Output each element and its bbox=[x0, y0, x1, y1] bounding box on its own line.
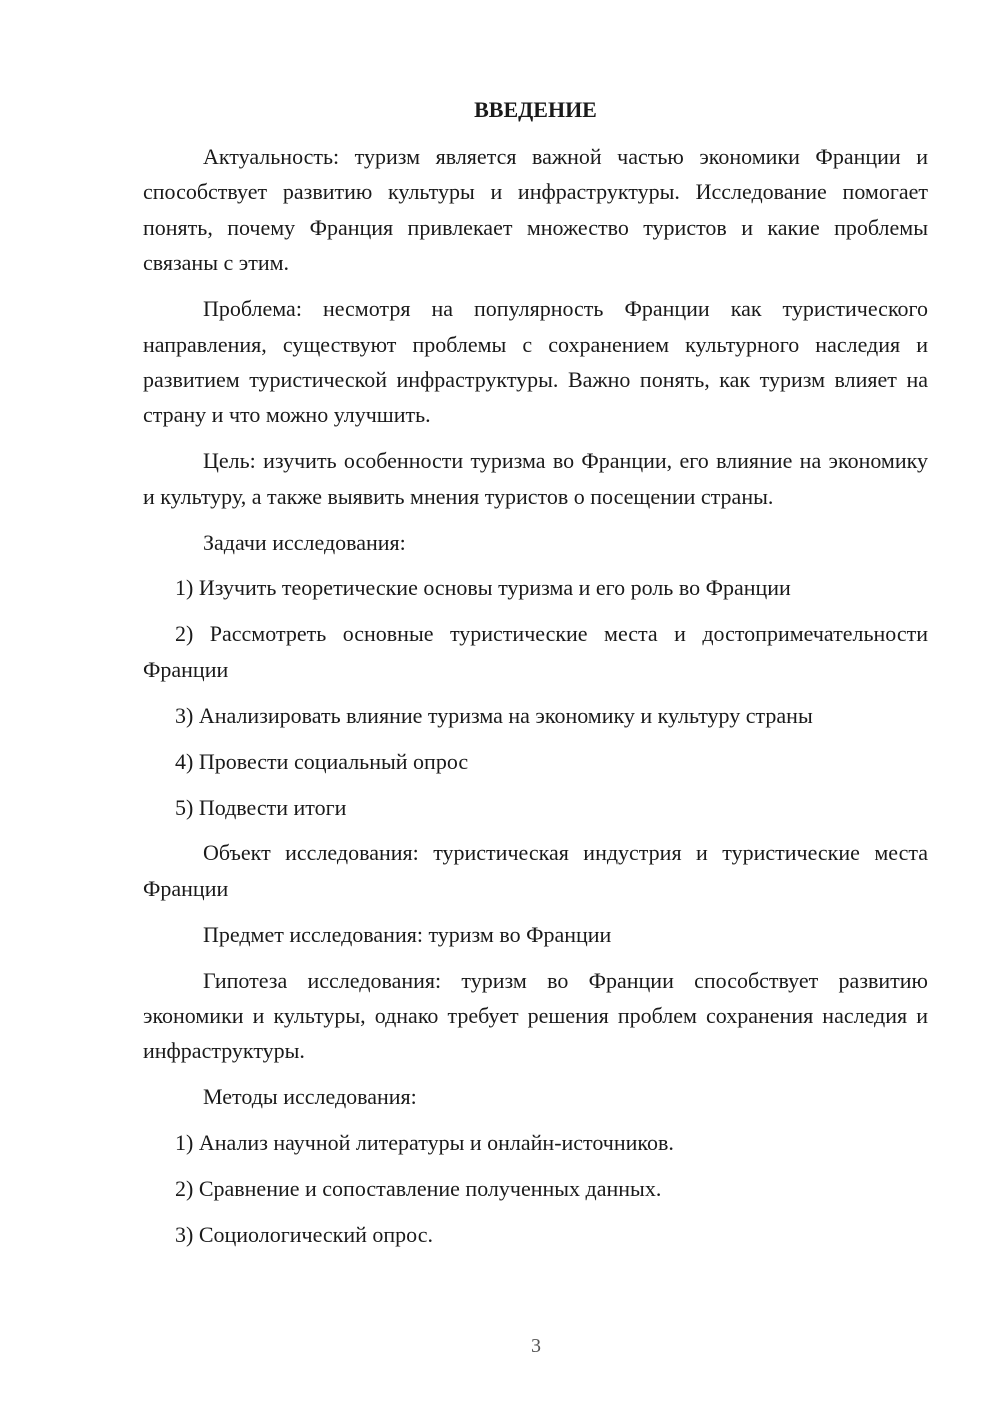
methods-label: Методы исследования: bbox=[203, 1084, 417, 1110]
paragraph-object: Объект исследования: туристическая индустрия и туристические места Франции bbox=[143, 840, 928, 901]
page-number: 3 bbox=[531, 1335, 541, 1357]
task-item: 3) Анализировать влияние туризма на экономику и культуру страны bbox=[175, 702, 813, 728]
page-content bbox=[143, 92, 928, 1263]
paragraph-goal: Цель: изучить особенности туризма во Франции, его влияние на экономику и культуру, а также выявить мнения туристов о посещении страны. bbox=[143, 448, 928, 509]
task-item: 5) Подвести итоги bbox=[175, 794, 347, 820]
method-item: 1) Анализ научной литературы и онлайн-источников. bbox=[175, 1130, 674, 1156]
method-item: 2) Сравнение и сопоставление полученных данных. bbox=[175, 1176, 662, 1202]
paragraph-hypothesis: Гипотеза исследования: туризм во Франции способствует развитию экономики и культуры, однако требует решения проблем сохранения наследия и инфраструктуры. bbox=[143, 967, 928, 1064]
task-item: 1) Изучить теоретические основы туризма и его роль во Франции bbox=[175, 575, 791, 601]
paragraph-relevance: Актуальность: туризм является важной частью экономики Франции и способствует развитию культуры и инфраструктуры. Исследование помогает понять, почему Франция привлекает множество туристов и какие проблемы связаны с этим. bbox=[143, 144, 928, 276]
page-title: ВВЕДЕНИЕ bbox=[474, 97, 597, 122]
task-item: 2) Рассмотреть основные туристические места и достопримечательности Франции bbox=[143, 621, 928, 682]
paragraph-problem: Проблема: несмотря на популярность Франции как туристического направления, существуют проблемы с сохранением культурного наследия и развитием туристической инфраструктуры. Важно понять, как туризм влияет на страну и что можно улучшить. bbox=[143, 296, 928, 428]
tasks-label: Задачи исследования: bbox=[203, 529, 406, 555]
method-item: 3) Социологический опрос. bbox=[175, 1222, 433, 1248]
paragraph-subject: Предмет исследования: туризм во Франции bbox=[203, 921, 612, 947]
task-item: 4) Провести социальный опрос bbox=[175, 748, 469, 774]
